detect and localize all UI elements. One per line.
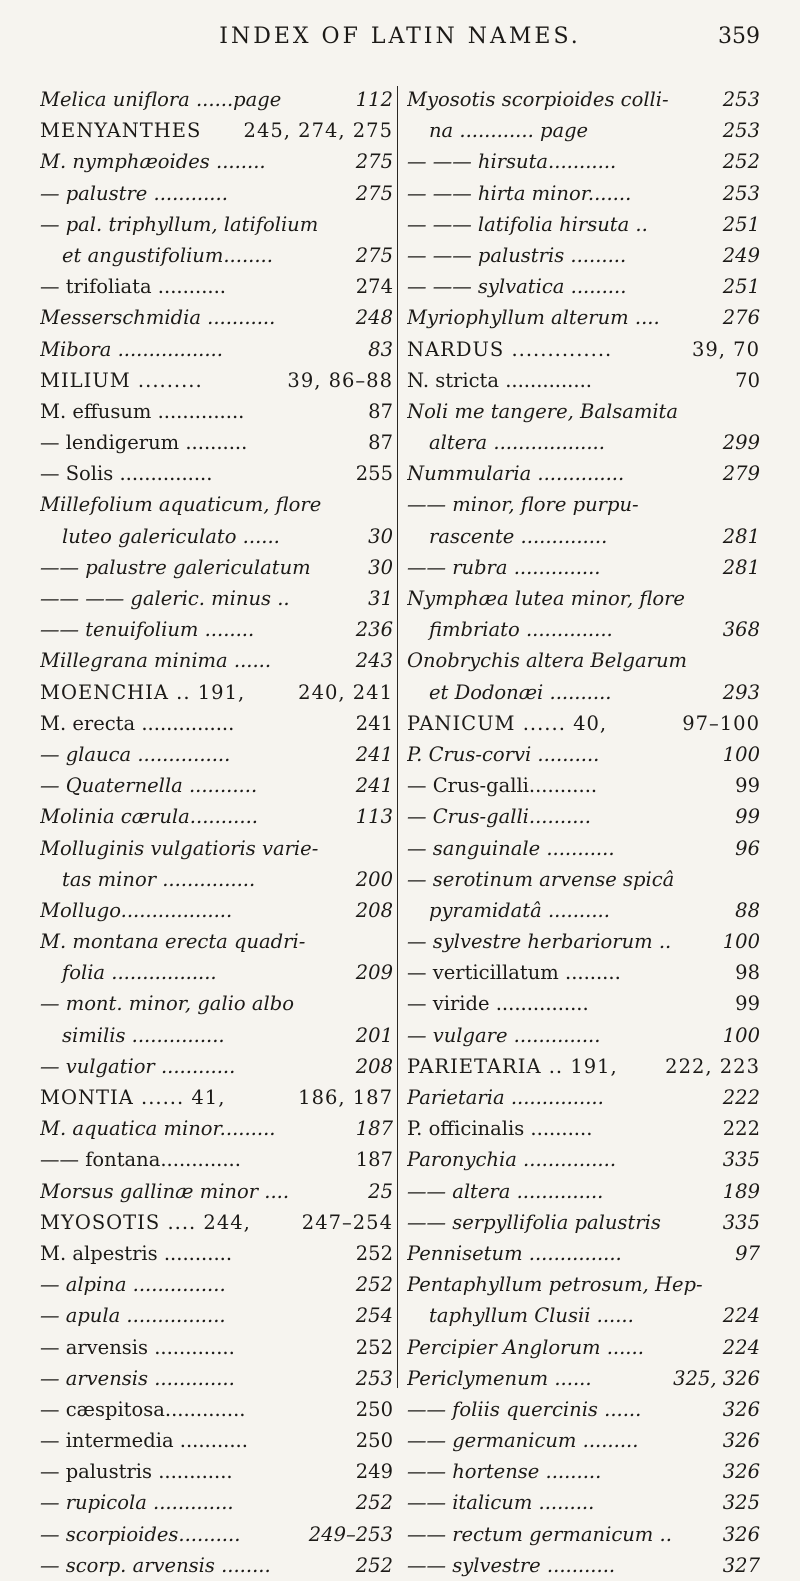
entry-page-ref: 275: [352, 178, 393, 209]
index-entry: [407, 1332, 760, 1363]
index-entry: [407, 334, 760, 365]
index-entry: [40, 178, 393, 209]
entry-term: —— germanicum .........: [407, 1429, 639, 1453]
entry-term: —— —— galeric. minus ..: [40, 587, 290, 610]
index-entry: [40, 1456, 393, 1487]
index-entry: [407, 833, 760, 864]
index-entry: [407, 926, 760, 957]
entry-page-ref: 335: [719, 1207, 760, 1238]
entry-page-ref: 251: [719, 271, 760, 302]
running-header: [40, 24, 760, 54]
index-entry: [407, 302, 760, 333]
index-entry: [40, 614, 393, 645]
entry-term: — Quaternella ...........: [40, 774, 258, 798]
entry-term: NARDUS ..............: [407, 337, 613, 361]
page-title: INDEX OF LATIN NAMES.: [219, 24, 581, 49]
index-entry: [407, 1456, 760, 1487]
entry-page-ref: 325, 326: [669, 1363, 760, 1394]
index-entry: [407, 115, 760, 146]
entry-term: — apula ................: [40, 1304, 226, 1328]
entry-term: Messerschmidia ...........: [40, 306, 276, 330]
entry-term: —— rectum germanicum ..: [407, 1522, 672, 1546]
entry-term: M. montana erecta quadri-: [40, 930, 306, 954]
index-entry: [40, 739, 393, 770]
entry-term: —— sylvestre ...........: [407, 1553, 616, 1577]
index-entry: [40, 1238, 393, 1269]
entry-page-ref: 248: [352, 302, 393, 333]
index-entry: [407, 365, 760, 396]
entry-term: —— palustre galericulatum: [40, 555, 311, 579]
entry-term: Parietaria ...............: [407, 1086, 604, 1109]
entry-page-ref: 243: [352, 645, 393, 676]
index-entry: [407, 957, 760, 988]
entry-page-ref: 240, 241: [294, 677, 393, 708]
index-entry: [407, 677, 760, 708]
entry-page-ref: 275: [352, 146, 393, 177]
index-entry: [407, 770, 760, 801]
entry-page-ref: 224: [719, 1332, 760, 1363]
entry-page-ref: 187: [352, 1144, 393, 1175]
index-entry: [407, 1394, 760, 1425]
entry-term: —— minor, flore purpu-: [407, 493, 639, 517]
index-entry: [40, 833, 393, 864]
index-entry: [407, 1269, 760, 1300]
index-entry: [40, 334, 393, 365]
index-entry: [40, 1113, 393, 1144]
entry-page-ref: 39, 86–88: [283, 365, 393, 396]
index-entry: [40, 1425, 393, 1456]
index-entry: [40, 1082, 393, 1113]
entry-page-ref: 222, 223: [661, 1051, 760, 1082]
entry-page-ref: 325: [719, 1487, 760, 1518]
entry-term: — palustre ............: [40, 181, 228, 205]
entry-page-ref: 96: [731, 833, 760, 864]
index-entry: [40, 1051, 393, 1082]
entry-term: M. aquatica minor.........: [40, 1117, 276, 1141]
index-entry: [40, 645, 393, 676]
index-entry: [407, 146, 760, 177]
entry-term: — trifoliata ...........: [40, 275, 226, 299]
index-entry: [40, 271, 393, 302]
index-entry: [40, 84, 393, 115]
entry-term: —— italicum .........: [407, 1491, 595, 1515]
entry-term: na ............ page: [429, 119, 589, 143]
entry-term: taphyllum Clusii ......: [429, 1304, 634, 1328]
index-entry: [407, 708, 760, 739]
entry-term: —— tenuifolium ........: [40, 618, 255, 642]
index-entry: [407, 1519, 760, 1550]
index-entry: [40, 1300, 393, 1331]
entry-page-ref: 100: [719, 926, 760, 957]
entry-term: MONTIA ...... 41,: [40, 1086, 226, 1109]
index-entry: [40, 895, 393, 926]
entry-term: fimbriato ..............: [429, 618, 613, 642]
entry-term: —— altera ..............: [407, 1179, 604, 1203]
entry-page-ref: 97–100: [678, 708, 760, 739]
index-entry: [407, 209, 760, 240]
entry-term: Percipier Anglorum ......: [407, 1335, 644, 1359]
entry-term: et angustifolium........: [62, 243, 273, 267]
entry-term: Periclymenum ......: [407, 1366, 592, 1390]
entry-term: MENYANTHES: [40, 119, 202, 143]
entry-page-ref: 241: [352, 739, 393, 770]
index-entry: [40, 427, 393, 458]
entry-page-ref: 249: [352, 1456, 393, 1487]
index-entry: [40, 770, 393, 801]
entry-term: M. alpestris ...........: [40, 1241, 233, 1265]
entry-term: similis ...............: [62, 1023, 225, 1047]
index-entry: [407, 552, 760, 583]
entry-page-ref: 250: [352, 1394, 393, 1425]
entry-page-ref: 252: [719, 146, 760, 177]
index-entry: [40, 1332, 393, 1363]
index-entry: [40, 864, 393, 895]
index-entry: [407, 801, 760, 832]
index-entry: [407, 489, 760, 520]
index-entry: [407, 739, 760, 770]
entry-term: —— serpyllifolia palustris: [407, 1210, 661, 1234]
entry-term: — Solis ...............: [40, 462, 213, 486]
index-entry: [40, 489, 393, 520]
entry-term: altera ..................: [429, 431, 605, 455]
entry-page-ref: 241: [352, 708, 393, 739]
entry-term: — —— palustris .........: [407, 243, 627, 267]
entry-page-ref: 327: [719, 1550, 760, 1581]
entry-term: P. Crus-corvi ..........: [407, 742, 600, 766]
entry-page-ref: 25: [364, 1176, 393, 1207]
entry-page-ref: 87: [364, 427, 393, 458]
entry-term: — arvensis .............: [40, 1335, 235, 1359]
entry-page-ref: 222: [719, 1082, 760, 1113]
entry-term: — scorp. arvensis ........: [40, 1553, 271, 1577]
index-entry: [40, 926, 393, 957]
index-entry: [40, 302, 393, 333]
index-entry: [407, 271, 760, 302]
entry-term: Morsus gallinæ minor ....: [40, 1179, 290, 1203]
entry-page-ref: 326: [719, 1456, 760, 1487]
index-entry: [407, 396, 760, 427]
entry-page-ref: 293: [719, 677, 760, 708]
entry-term: — rupicola .............: [40, 1491, 234, 1515]
entry-term: — pal. triphyllum, latifolium: [40, 212, 319, 236]
entry-page-ref: 99: [731, 988, 760, 1019]
index-entry: [40, 1207, 393, 1238]
index-entry: [40, 1020, 393, 1051]
entry-page-ref: 368: [719, 614, 760, 645]
index-entry: [40, 365, 393, 396]
entry-term: — lendigerum ..........: [40, 431, 248, 455]
entry-term: P. officinalis ..........: [407, 1117, 593, 1141]
entry-term: — viride ...............: [407, 992, 589, 1016]
entry-term: Pennisetum ...............: [407, 1241, 622, 1265]
entry-page-ref: 31: [364, 583, 393, 614]
entry-page-ref: 99: [731, 770, 760, 801]
index-entry: [40, 1394, 393, 1425]
entry-page-ref: 276: [719, 302, 760, 333]
entry-page-ref: 251: [719, 209, 760, 240]
entry-page-ref: 201: [352, 1020, 393, 1051]
entry-page-ref: 209: [352, 957, 393, 988]
right-column: [407, 84, 760, 1581]
entry-term: luteo galericulato ......: [62, 524, 280, 548]
index-entry: [407, 458, 760, 489]
index-entry: [407, 1176, 760, 1207]
index-entry: [40, 1550, 393, 1581]
entry-term: Molinia cærula...........: [40, 805, 258, 829]
entry-page-ref: 39, 70: [688, 334, 760, 365]
entry-term: Noli me tangere, Balsamita: [407, 399, 679, 423]
page-number: 359: [718, 24, 760, 49]
entry-page-ref: 189: [719, 1176, 760, 1207]
index-entry: [40, 1519, 393, 1550]
index-entry: [407, 1550, 760, 1581]
entry-term: — vulgatior ............: [40, 1054, 236, 1078]
entry-page-ref: 98: [731, 957, 760, 988]
entry-term: — vulgare ..............: [407, 1023, 601, 1047]
index-entry: [40, 677, 393, 708]
entry-page-ref: 255: [352, 458, 393, 489]
index-entry: [407, 178, 760, 209]
entry-term: — scorpioides..........: [40, 1522, 241, 1546]
entry-term: Mibora .................: [40, 337, 223, 361]
entry-term: M. nymphæoides ........: [40, 150, 266, 174]
entry-page-ref: 253: [352, 1363, 393, 1394]
index-entry: [40, 957, 393, 988]
entry-page-ref: 281: [719, 521, 760, 552]
entry-page-ref: 187: [352, 1113, 393, 1144]
entry-page-ref: 250: [352, 1425, 393, 1456]
entry-term: M. effusum ..............: [40, 399, 245, 423]
entry-page-ref: 224: [719, 1300, 760, 1331]
entry-page-ref: 252: [352, 1269, 393, 1300]
entry-page-ref: 326: [719, 1425, 760, 1456]
entry-term: —— foliis quercinis ......: [407, 1397, 642, 1421]
entry-page-ref: 299: [719, 427, 760, 458]
entry-term: Millefolium aquaticum, flore: [40, 493, 322, 517]
entry-page-ref: 100: [719, 739, 760, 770]
entry-page-ref: 252: [352, 1332, 393, 1363]
entry-term: — —— hirsuta...........: [407, 150, 617, 174]
index-entry: [40, 209, 393, 240]
index-entry: [407, 1113, 760, 1144]
entry-page-ref: 254: [352, 1300, 393, 1331]
entry-page-ref: 252: [352, 1238, 393, 1269]
entry-term: — palustris ............: [40, 1460, 233, 1484]
entry-term: — verticillatum .........: [407, 961, 621, 985]
index-entry: [407, 1207, 760, 1238]
index-entry: [40, 1269, 393, 1300]
entry-page-ref: 113: [352, 801, 393, 832]
entry-page-ref: 30: [364, 521, 393, 552]
index-entry: [40, 988, 393, 1019]
entry-page-ref: 253: [719, 178, 760, 209]
index-entry: [407, 645, 760, 676]
index-entry: [407, 84, 760, 115]
entry-page-ref: 112: [352, 84, 393, 115]
entry-term: Mollugo..................: [40, 898, 233, 922]
entry-term: —— rubra ..............: [407, 555, 601, 579]
entry-term: — Crus-galli..........: [407, 805, 591, 829]
entry-term: Onobrychis altera Belgarum: [407, 649, 687, 673]
entry-page-ref: 30: [364, 552, 393, 583]
entry-term: Myosotis scorpioides colli-: [407, 88, 669, 111]
index-entry: [407, 583, 760, 614]
index-entry: [40, 521, 393, 552]
index-entry: [407, 1487, 760, 1518]
index-entry: [407, 240, 760, 271]
left-column: [40, 84, 393, 1581]
entry-term: MOENCHIA .. 191,: [40, 680, 246, 704]
index-entry: [407, 1020, 760, 1051]
index-entry: [407, 1051, 760, 1082]
index-entry: [407, 895, 760, 926]
index-entry: [407, 521, 760, 552]
entry-term: Molluginis vulgatioris varie-: [40, 836, 319, 860]
entry-page-ref: 88: [731, 895, 760, 926]
entry-term: pyramidatâ ..........: [429, 898, 610, 922]
entry-page-ref: 70: [731, 365, 760, 396]
entry-term: — cæspitosa.............: [40, 1397, 246, 1421]
entry-page-ref: 253: [719, 115, 760, 146]
entry-term: Paronychia ...............: [407, 1148, 617, 1172]
entry-term: — mont. minor, galio albo: [40, 992, 294, 1016]
index-entry: [40, 1176, 393, 1207]
entry-page-ref: 281: [719, 552, 760, 583]
entry-term: folia .................: [62, 961, 217, 985]
entry-term: — glauca ...............: [40, 742, 231, 766]
index-entry: [407, 1425, 760, 1456]
entry-page-ref: 222: [719, 1113, 760, 1144]
entry-page-ref: 236: [352, 614, 393, 645]
column-divider: [397, 86, 398, 1388]
entry-page-ref: 253: [719, 84, 760, 115]
index-entry: [40, 708, 393, 739]
entry-term: et Dodonæi ..........: [429, 680, 612, 704]
entry-page-ref: 335: [719, 1144, 760, 1175]
index-entry: [40, 396, 393, 427]
index-entry: [407, 1238, 760, 1269]
index-entry: [407, 1300, 760, 1331]
entry-term: — —— sylvatica .........: [407, 275, 627, 299]
index-entry: [40, 146, 393, 177]
entry-page-ref: 274: [352, 271, 393, 302]
index-entry: [407, 614, 760, 645]
entry-term: — intermedia ...........: [40, 1429, 248, 1453]
entry-term: — —— latifolia hirsuta ..: [407, 212, 648, 236]
index-entry: [407, 427, 760, 458]
entry-term: Melica uniflora ......page: [40, 88, 282, 111]
entry-term: — arvensis .............: [40, 1366, 235, 1390]
index-entry: [40, 801, 393, 832]
entry-page-ref: 249–253: [305, 1519, 393, 1550]
entry-page-ref: 99: [731, 801, 760, 832]
entry-page-ref: 252: [352, 1550, 393, 1581]
entry-page-ref: 275: [352, 240, 393, 271]
entry-page-ref: 247–254: [298, 1207, 393, 1238]
entry-page-ref: 200: [352, 864, 393, 895]
index-entry: [407, 864, 760, 895]
entry-term: Pentaphyllum petrosum, Hep-: [407, 1273, 703, 1297]
entry-term: — sanguinale ...........: [407, 836, 615, 860]
entry-page-ref: 326: [719, 1519, 760, 1550]
entry-term: — Crus-galli...........: [407, 774, 598, 798]
entry-term: PANICUM ...... 40,: [407, 711, 608, 735]
entry-page-ref: 252: [352, 1487, 393, 1518]
entry-page-ref: 186, 187: [294, 1082, 393, 1113]
entry-page-ref: 241: [352, 770, 393, 801]
index-entry: [40, 240, 393, 271]
entry-page-ref: 326: [719, 1394, 760, 1425]
entry-page-ref: 87: [364, 396, 393, 427]
entry-term: Myriophyllum alterum ....: [407, 306, 660, 330]
entry-page-ref: 208: [352, 895, 393, 926]
entry-page-ref: 83: [364, 334, 393, 365]
entry-term: tas minor ...............: [62, 867, 256, 891]
entry-term: — sylvestre herbariorum ..: [407, 930, 672, 954]
entry-term: —— fontana.............: [40, 1148, 241, 1172]
index-entry: [407, 988, 760, 1019]
index-entry: [40, 1144, 393, 1175]
entry-term: MILIUM .........: [40, 368, 203, 392]
entry-page-ref: 97: [731, 1238, 760, 1269]
entry-page-ref: 208: [352, 1051, 393, 1082]
index-entry: [40, 115, 393, 146]
entry-term: N. stricta ..............: [407, 368, 592, 392]
entry-term: Millegrana minima ......: [40, 649, 272, 673]
entry-term: PARIETARIA .. 191,: [407, 1054, 618, 1078]
entry-term: Nymphæa lutea minor, flore: [407, 587, 685, 610]
entry-page-ref: 249: [719, 240, 760, 271]
index-entry: [40, 583, 393, 614]
index-entry: [40, 1487, 393, 1518]
entry-term: — alpina ...............: [40, 1273, 226, 1297]
entry-term: —— hortense .........: [407, 1460, 602, 1484]
index-entry: [40, 1363, 393, 1394]
index-entry: [407, 1082, 760, 1113]
index-entry: [407, 1144, 760, 1175]
index-entry: [40, 458, 393, 489]
entry-page-ref: 100: [719, 1020, 760, 1051]
index-entry: [40, 552, 393, 583]
index-entry: [407, 1363, 760, 1394]
entry-term: rascente ..............: [429, 524, 608, 548]
entry-page-ref: 245, 274, 275: [240, 115, 393, 146]
entry-term: — serotinum arvense spicâ: [407, 867, 675, 891]
entry-term: M. erecta ...............: [40, 711, 235, 735]
entry-term: MYOSOTIS .... 244,: [40, 1210, 251, 1234]
entry-term: — —— hirta minor.......: [407, 181, 632, 205]
entry-page-ref: 279: [719, 458, 760, 489]
entry-term: Nummularia ..............: [407, 462, 625, 486]
